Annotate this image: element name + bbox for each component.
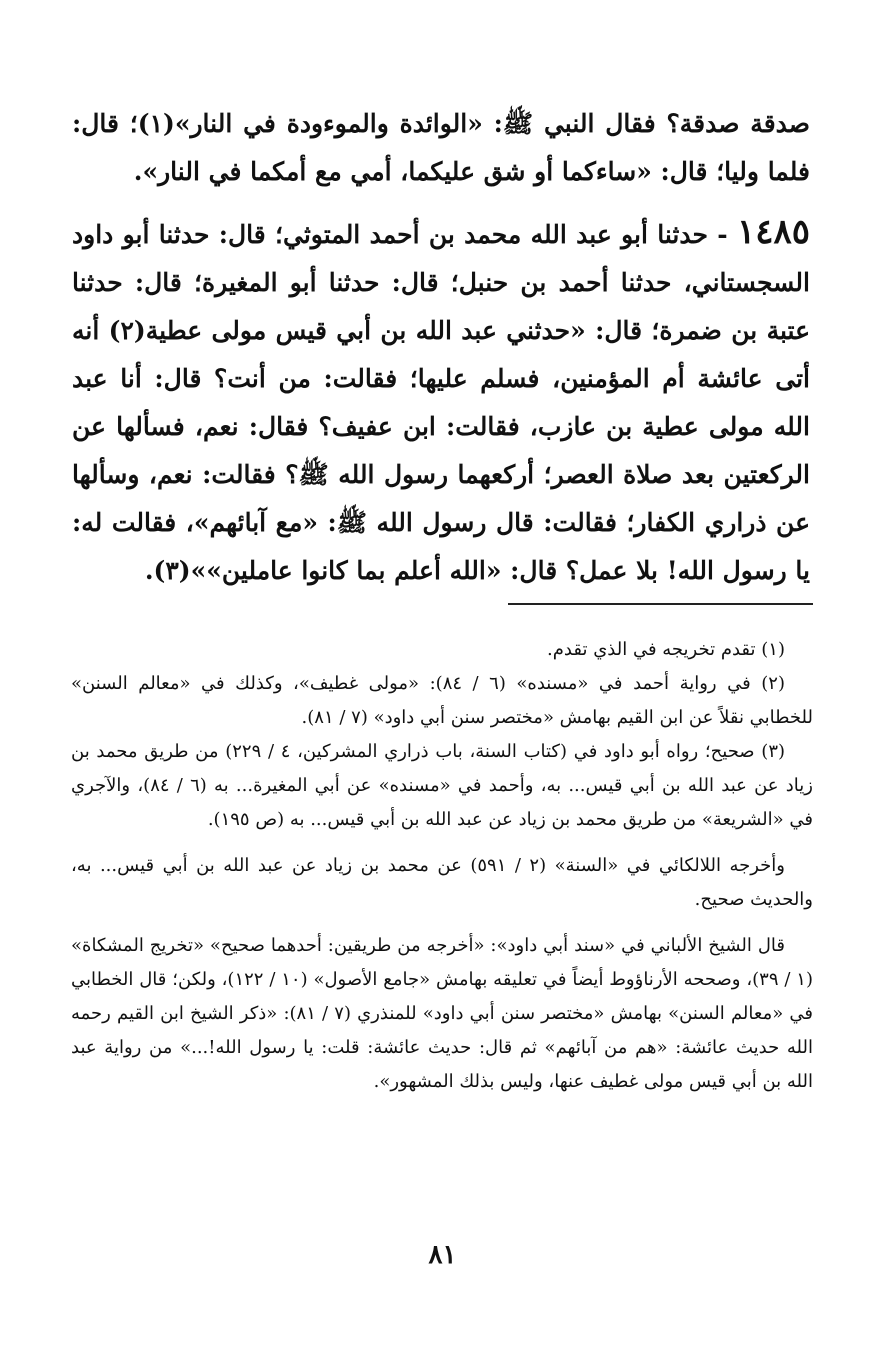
page-number: ٨١: [428, 1240, 457, 1270]
footnote-2: (٢) في رواية أحمد في «مسنده» (٦ / ٨٤): «مولى غطيف»، وكذلك في «معالم السنن» للخطابي نقلاً عن ابن القيم بهامش «مختصر سنن أبي داود» (٧ / ٨١).: [71, 673, 813, 728]
footnote-3-albani: قال الشيخ الألباني في «سند أبي داود»: «أخرجه من طريقين: أحدهما صحيح» «تخريج المشكاة» (١ / ٣٩)، وصححه الأرناؤوط أيضاً في تعليقه بهامش «جامع الأصول» (١٠ / ١٢٢)، ولكن؛ قال الخطابي في «معالم السنن» بهامش «مختصر سنن أبي داود» للمنذري (٧ / ٨١): «ذكر الشيخ ابن القيم رحمه الله حديث عائشة: «هم من آبائهم» ثم قال: حديث عائشة: قلت: يا رسول الله!...» من رواية عبد الله بن أبي قيس مولى غطيف عنها، وليس بذلك المشهور».: [71, 935, 813, 1092]
hadith-number: ١٤٨٥: [736, 212, 810, 252]
footnotes: [71, 633, 813, 1099]
footnote-divider: [508, 603, 813, 605]
footnote-1: (١) تقدم تخريجه في الذي تقدم.: [547, 639, 785, 660]
footnote-3: (٣) صحيح؛ رواه أبو داود في (كتاب السنة، باب ذراري المشركين، ٤ / ٢٢٩) من طريق محمد بن زياد عن عبد الله بن أبي قيس... به، وأحمد في «مسنده» عن أبي المغيرة... به (٦ / ٨٤)، والآجري في «الشريعة» من طريق محمد بن زياد عن عبد الله بن أبي قيس... به (ص ١٩٥).: [71, 741, 813, 830]
footnote-3-continued: وأخرجه اللالكائي في «السنة» (٢ / ٥٩١) عن محمد بن زياد عن عبد الله بن أبي قيس... به، والحديث صحيح.: [71, 855, 813, 910]
hadith-paragraph: [72, 208, 810, 595]
continuation-paragraph: صدقة صدقة؟ فقال النبي ﷺ: «الوائدة والموءودة في النار»(١)؛ قال: فلما وليا؛ قال: «ساءكما أو شق عليكما، أمي مع أمكما في النار».: [72, 109, 810, 186]
hadith-text: - حدثنا أبو عبد الله محمد بن أحمد المتوثي؛ قال: حدثنا أبو داود السجستاني، حدثنا أحمد بن حنبل؛ قال: حدثنا أبو المغيرة؛ قال: حدثنا عتبة بن ضمرة؛ قال: «حدثني عبد الله بن أبي قيس مولى عطية(٢) أنه أتى عائشة أم المؤمنين، فسلم عليها؛ فقالت: من أنت؟ قال: أنا عبد الله مولى عطية بن عازب، فقالت: ابن عفيف؟ فقال: نعم، فسألها عن الركعتين بعد صلاة العصر؛ أركعهما رسول الله ﷺ؟ فقالت: نعم، وسألها عن ذراري الكفار؛ فقالت: قال رسول الله ﷺ: «مع آبائهم»، فقالت له: يا رسول الله! بلا عمل؟ قال: «الله أعلم بما كانوا عاملين»»(٣).: [72, 220, 810, 585]
main-text: [72, 100, 810, 595]
